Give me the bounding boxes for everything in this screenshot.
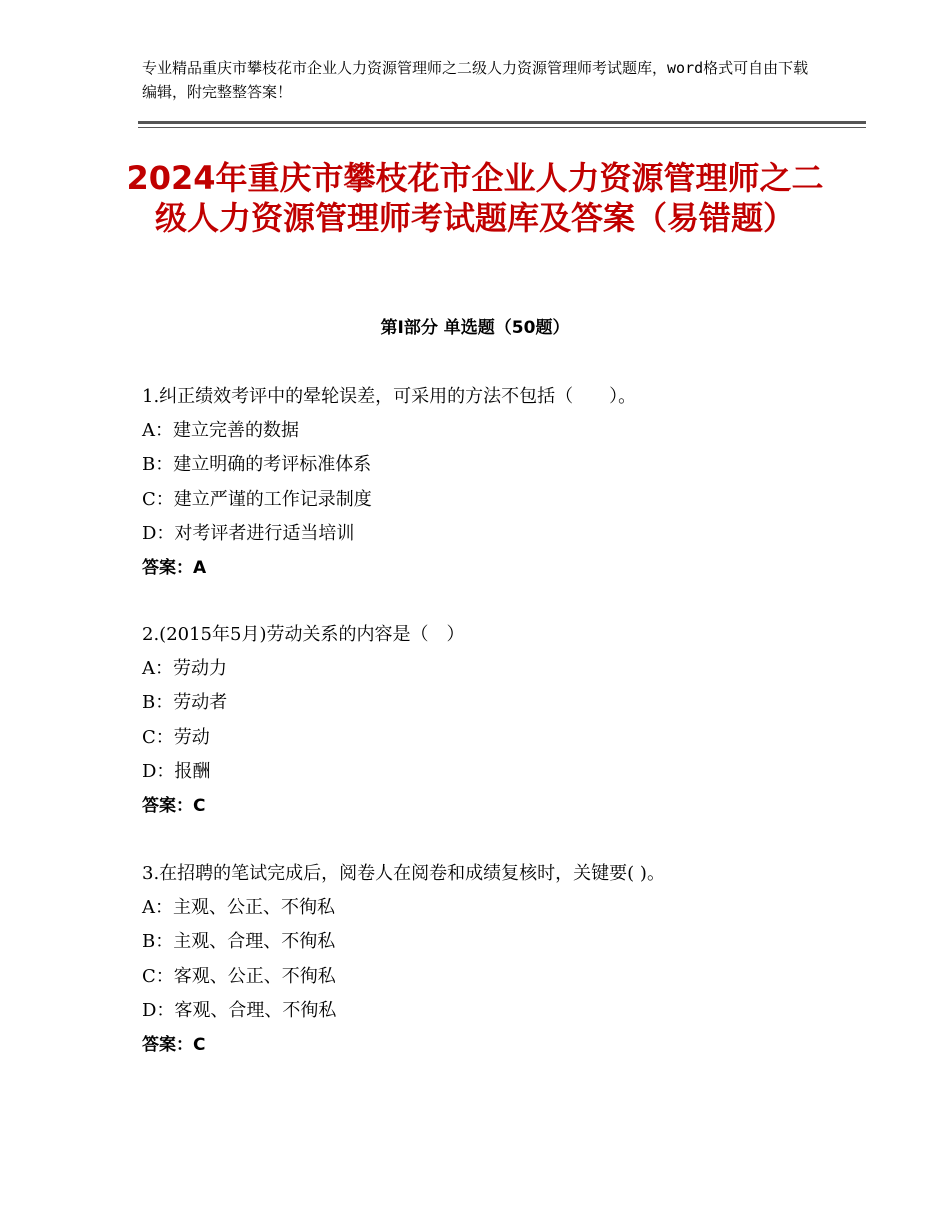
question-stem: 3.在招聘的笔试完成后，阅卷人在阅卷和成绩复核时，关键要( )。 [142, 863, 665, 884]
question-stem: 1.纠正绩效考评中的晕轮误差，可采用的方法不包括（ ）。 [142, 386, 637, 407]
option-b: B：劳动者 [142, 692, 228, 714]
option-d: D：报酬 [142, 760, 211, 782]
header-rule-thin [138, 127, 866, 128]
option-b: B：主观、合理、不徇私 [142, 931, 336, 953]
question-block-3 [142, 857, 842, 1062]
answer: 答案：A [142, 558, 207, 579]
option-b: B：建立明确的考评标准体系 [142, 454, 372, 476]
header-note: 专业精品重庆市攀枝花市企业人力资源管理师之二级人力资源管理师考试题库，word格式可自由下载编辑，附完整整答案！ [142, 59, 809, 101]
option-d: D：对考评者进行适当培训 [142, 522, 355, 544]
option-c: C：劳动 [142, 726, 210, 748]
question-block-2 [142, 618, 842, 823]
option-d: D：客观、合理、不徇私 [142, 999, 337, 1021]
document-title: 2024年重庆市攀枝花市企业人力资源管理师之二级人力资源管理师考试题库及答案（易错题） [126, 159, 824, 237]
option-a: A：劳动力 [142, 658, 227, 680]
option-a: A：建立完善的数据 [142, 420, 299, 442]
option-c: C：客观、公正、不徇私 [142, 965, 336, 987]
question-block-1 [142, 380, 842, 585]
header-rule-thick [138, 121, 866, 124]
answer: 答案：C [142, 1035, 206, 1056]
option-c: C：建立严谨的工作记录制度 [142, 488, 372, 510]
question-stem: 2.(2015年5月)劳动关系的内容是（ ） [142, 624, 465, 645]
option-a: A：主观、公正、不徇私 [142, 897, 335, 919]
answer: 答案：C [142, 796, 206, 817]
section-title: 第Ⅰ部分 单选题（50题） [380, 318, 570, 338]
